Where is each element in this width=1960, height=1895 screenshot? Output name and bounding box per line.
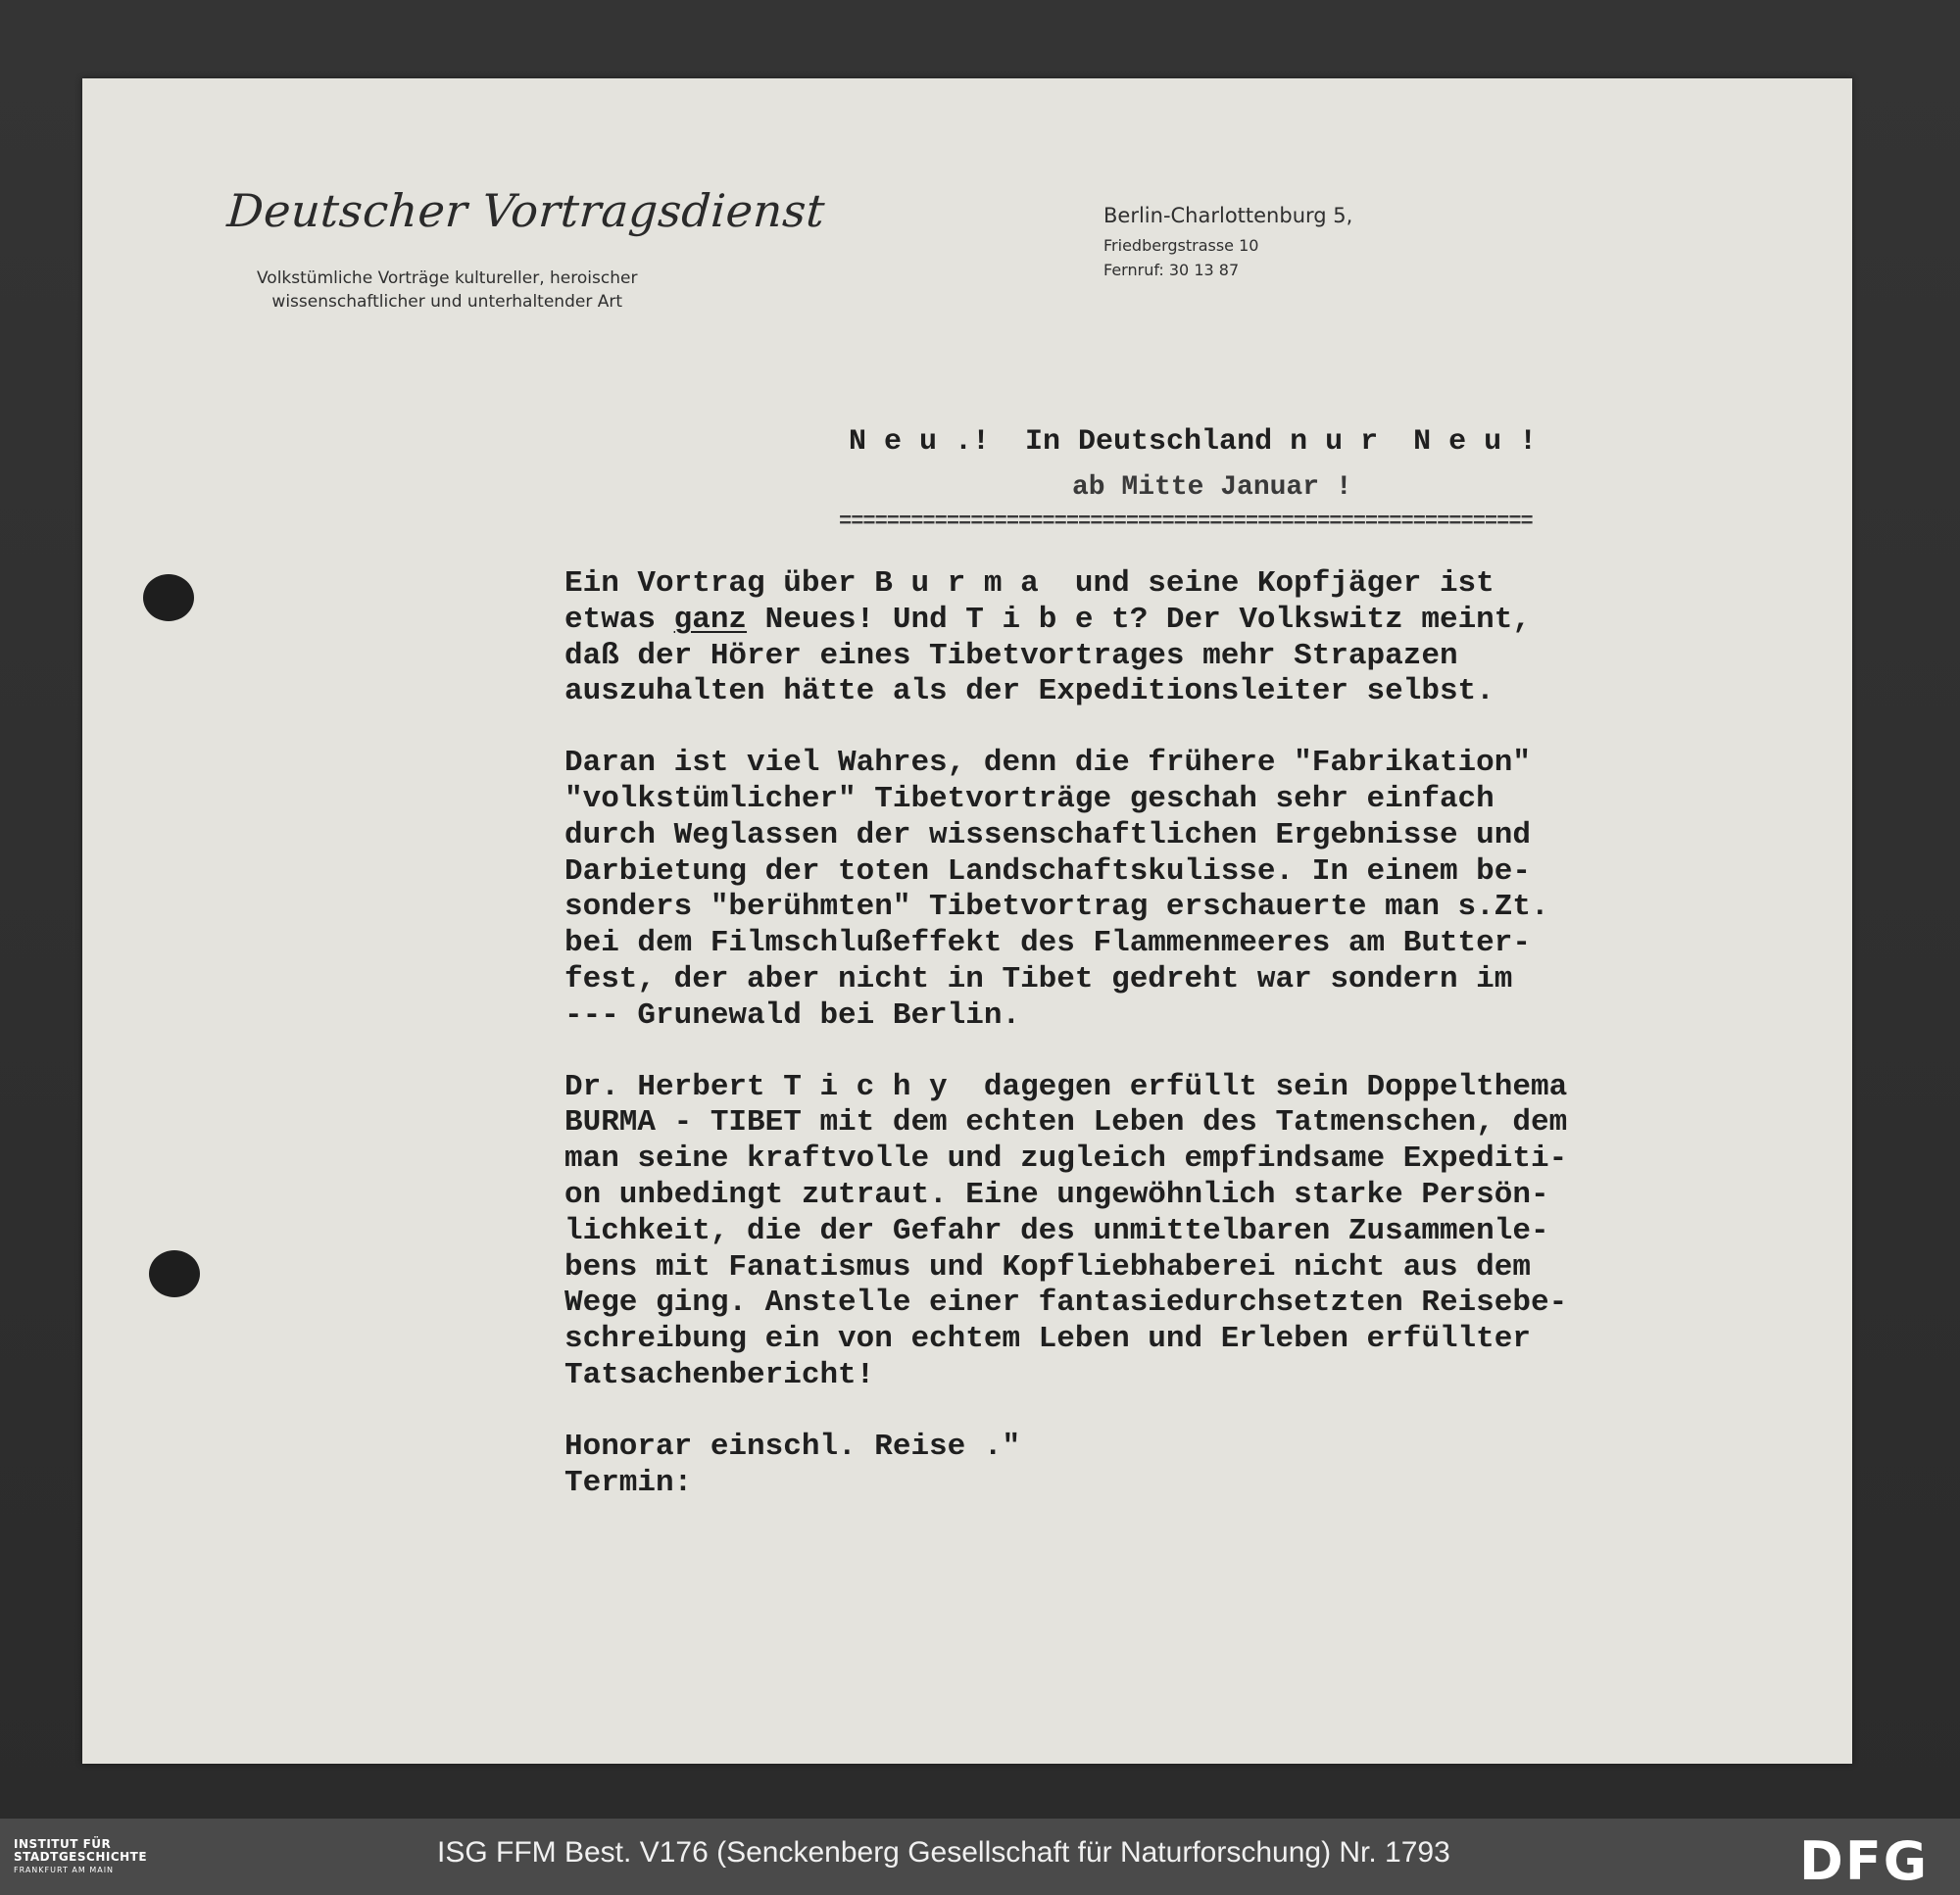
text-line: on unbedingt zutraut. Eine ungewöhnlich starke Persön-: [564, 1177, 1549, 1212]
letterhead-subtitle-line1: Volkstümliche Vorträge kultureller, heroischer: [257, 268, 638, 288]
text-line: Dr. Herbert T i c h y dagegen erfüllt sein Doppelthema: [564, 1069, 1568, 1104]
text-line: Ein Vortrag über B u r m a und seine Kopfjäger ist: [564, 566, 1494, 601]
text-line: bens mit Fanatismus und Kopfliebhaberei nicht aus dem: [564, 1249, 1531, 1285]
text-line: durch Weglassen der wissenschaftlichen Ergebnisse und: [564, 817, 1531, 852]
subheadline: ab Mitte Januar !: [1072, 472, 1352, 503]
text-line: "volkstümlicher" Tibetvorträge geschah sehr einfach: [564, 781, 1494, 816]
archive-footer: [0, 1819, 1960, 1895]
text-line: bei dem Filmschlußeffekt des Flammenmeeres am Butter-: [564, 926, 1531, 961]
dfg-logo: DFG: [1799, 1830, 1930, 1892]
text-line: lichkeit, die der Gefahr des unmittelbaren Zusammenle-: [564, 1213, 1549, 1248]
isg-logo-line3: FRANKFURT AM MAIN: [14, 1866, 115, 1874]
punch-hole-top: [143, 574, 194, 621]
text-line: auszuhalten hätte als der Expeditionsleiter selbst.: [564, 674, 1494, 709]
letterhead-subtitle: [257, 267, 637, 314]
text-line: fest, der aber nicht in Tibet gedreht war sondern im: [564, 961, 1513, 996]
text-segment: etwas: [564, 602, 674, 637]
fee-line: Honorar einschl. Reise .": [564, 1429, 1021, 1464]
address-street: Friedbergstrasse 10: [1103, 236, 1259, 255]
text-segment: Neues! Und T i b e t? Der Volkswitz meint,: [747, 602, 1531, 637]
closing-block: [564, 1430, 1567, 1502]
address-city: Berlin-Charlottenburg 5,: [1103, 204, 1353, 227]
text-line: man seine kraftvolle und zugleich empfindsame Expediti-: [564, 1142, 1568, 1177]
paragraph-tibet-lectures: [564, 746, 1567, 1034]
text-line: [564, 603, 1567, 639]
isg-logo-line2: STADTGESCHICHTE: [14, 1850, 148, 1864]
text-line: Tatsachenbericht!: [564, 1357, 875, 1392]
headline: N e u .! In Deutschland n u r N e u !: [849, 425, 1538, 459]
address-phone: Fernruf: 30 13 87: [1103, 261, 1240, 279]
punch-hole-bottom: [149, 1250, 200, 1297]
date-line: Termin:: [564, 1465, 693, 1500]
letterhead-title: Deutscher Vortragsdienst: [225, 184, 827, 237]
paragraph-burma-tibet: [564, 566, 1567, 710]
paragraph-tichy: [564, 1070, 1567, 1394]
archive-caption: ISG FFM Best. V176 (Senckenberg Gesellschaft für Naturforschung) Nr. 1793: [437, 1836, 1450, 1869]
text-line: daß der Hörer eines Tibetvortrages mehr Strapazen: [564, 638, 1458, 673]
text-line: schreibung ein von echtem Leben und Erleben erfüllter: [564, 1322, 1531, 1357]
sender-address: [1103, 204, 1352, 282]
letter-body: [564, 566, 1567, 1536]
text-line: Wege ging. Anstelle einer fantasiedurchsetzten Reisebe-: [564, 1286, 1568, 1321]
text-line: sonders "berühmten" Tibetvortrag erschauerte man s.Zt.: [564, 890, 1549, 925]
isg-logo-line1: INSTITUT FÜR: [14, 1837, 112, 1851]
headline-rule: ==========================================================: [839, 510, 1533, 534]
text-line: Daran ist viel Wahres, denn die frühere "Fabrikation": [564, 746, 1531, 781]
text-line: Darbietung der toten Landschaftskulisse. In einem be-: [564, 853, 1531, 889]
isg-logo: [14, 1838, 147, 1876]
text-line: BURMA - TIBET mit dem echten Leben des Tatmenschen, dem: [564, 1105, 1568, 1141]
letterhead-subtitle-line2: wissenschaftlicher und unterhaltender Art: [271, 292, 623, 312]
underlined-word: ganz: [673, 602, 748, 637]
text-line: --- Grunewald bei Berlin.: [564, 997, 1021, 1033]
